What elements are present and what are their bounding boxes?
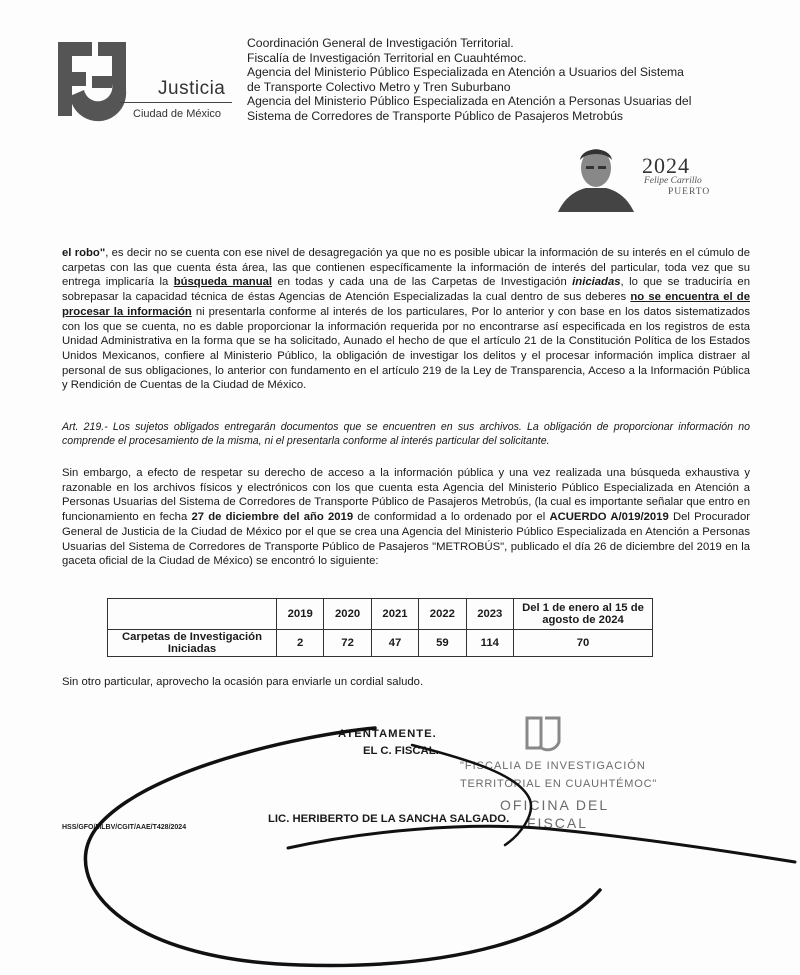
fgj-logo-icon [52,36,132,122]
table-cell: 59 [419,630,466,657]
stamp-text: "FISCALIA DE INVESTIGACIÓN [460,760,646,772]
paragraph-3 [62,466,750,569]
bold-text: ACUERDO A/019/2019 [549,511,669,524]
agency-line: Agencia del Ministerio Público Especializada en Atención a Usuarios del Sistema [247,65,684,80]
paragraph-1 [62,246,750,393]
table-cell: 72 [324,630,371,657]
data-table [107,598,653,657]
table-header-cell: 2021 [371,599,418,630]
year-name: Felipe Carrillo [644,176,702,186]
table-header-cell [108,599,277,630]
underlined-text: búsqueda manual [173,276,273,289]
agency-line: de Transporte Colectivo Metro y Tren Suburbano [247,79,511,94]
stamp-text: TERRITORIAL EN CUAUHTÉMOC" [460,778,658,790]
table-header-cell: Del 1 de enero al 15 de agosto de 2024 [514,599,653,630]
year-surname: PUERTO [668,187,711,197]
table-cell: 2 [277,630,324,657]
text: , lo que se traduciría en sobrepasar la capacidad técnica de éstas Agencias de Atención Especializadas la cual dentro de sus deberes [62,276,750,304]
closing-atentamente: ATENTAMENTE. [338,728,437,740]
text: en todas y cada una de las Carpetas de Investigación [272,276,573,289]
table-cell: 70 [514,630,653,657]
agency-line: Agencia del Ministerio Público Especializada en Atención a Personas Usuarias del [247,94,692,109]
closing-paragraph: Sin otro particular, aprovecho la ocasión para enviarle un cordial saludo. [62,676,424,688]
text: , es decir no se cuenta con ese nivel de desagregación ya que no es posible ubicar la información de su interés en el cúmulo de carpetas con las que cuenta ésta área, las que contienen específicamente la información de interés del particular, toda vez que su entrega implicaría la [62,247,750,289]
portrait-icon [556,140,636,212]
table-cell: 114 [466,630,513,657]
table-header-cell: 2022 [419,599,466,630]
table-header-row [108,599,653,630]
document-reference: HSS/GFO/MLBV/CGIT/AAE/T428/2024 [62,824,187,831]
text: Sin embargo, a efecto de respetar su derecho de acceso a la información pública y una vez realizada una búsqueda exhaustiva y razonable en los archivos físicos y electrónicos con los que cuenta esta Agencia del Ministerio Público Especializada en Atención a Personas Usuarias del Sistema de Corredores de Transporte Público de Pasajeros Metrobús, (la cual es importante señalar que entro en funcionamiento en fecha [62,467,750,524]
brand-subtitle: Ciudad de México [133,108,222,120]
text: de conformidad a lo ordenado por el [353,511,550,524]
agency-list [247,36,767,124]
stamp-logo-icon [523,714,563,754]
agency-line: Sistema de Corredores de Transporte Público de Pasajeros Metrobús [247,108,623,123]
bold-italic-text: iniciadas [572,276,621,289]
brand-divider [120,102,232,103]
table-cell: 47 [371,630,418,657]
table-header-cell: 2023 [466,599,513,630]
table-row [108,630,653,657]
table-header-cell: 2019 [277,599,324,630]
agency-line: Fiscalía de Investigación Territorial en Cuauhtémoc. [247,50,527,65]
brand-title: Justicia [158,78,226,99]
stamp-text: FISCAL [527,815,589,831]
bold-text: el robo" [62,247,106,259]
signer-title: EL C. FISCAL. [363,745,439,757]
text: Del Procurador General de Justicia de la Ciudad de México por el que se crea una Agencia del Ministerio Público Especializada en Atención a Personas Usuarias del Sistema de Corredores de Transporte Público de Pasajeros "METROBÚS", publicado el día 26 de diciembre del 2019 en la gaceta oficial de la Ciudad de México) se encontró lo siguiente: [62,511,751,568]
year-number: 2024 [642,153,690,178]
stamp-text: OFICINA DEL [500,797,610,813]
agency-line: Coordinación General de Investigación Territorial. [247,36,514,50]
bold-text: 27 de diciembre del año 2019 [191,511,354,524]
underlined-text: no se encuentra el de procesar la información [62,291,750,318]
text: ni presentarla conforme al interés de los particulares, Por lo anterior y con base en los datos sistematizados con los que se cuenta, no es dable proporcionar la información requerida por no encontrarse así especificada en los registros de esta Unidad Administrativa en la forma que se ha solicitado, Aunado el hecho de que el artículo 21 de la Constitución Política de los Estados Unidos Mexicanos, confiere al Ministerio Público, la obligación de investigar los delitos y el procesar información implica distraer al personal de sus obligaciones, lo anterior con fundamento en el artículo 219 de la Ley de Transparencia, Acceso a la Información Pública y Rendición de Cuentas de la Ciudad de México. [62,305,750,392]
table-header-cell: 2020 [324,599,371,630]
table-row-label: Carpetas de Investigación Iniciadas [108,630,277,657]
article-quote: Art. 219.- Los sujetos obligados entregarán documentos que se encuentren en sus archivos. La obligación de proporcionar información no comprende el procesamiento de la misma, ni el presentarla conforme al interés particular del solicitante. [62,421,750,447]
signer-name: LIC. HERIBERTO DE LA SANCHA SALGADO. [268,813,510,825]
